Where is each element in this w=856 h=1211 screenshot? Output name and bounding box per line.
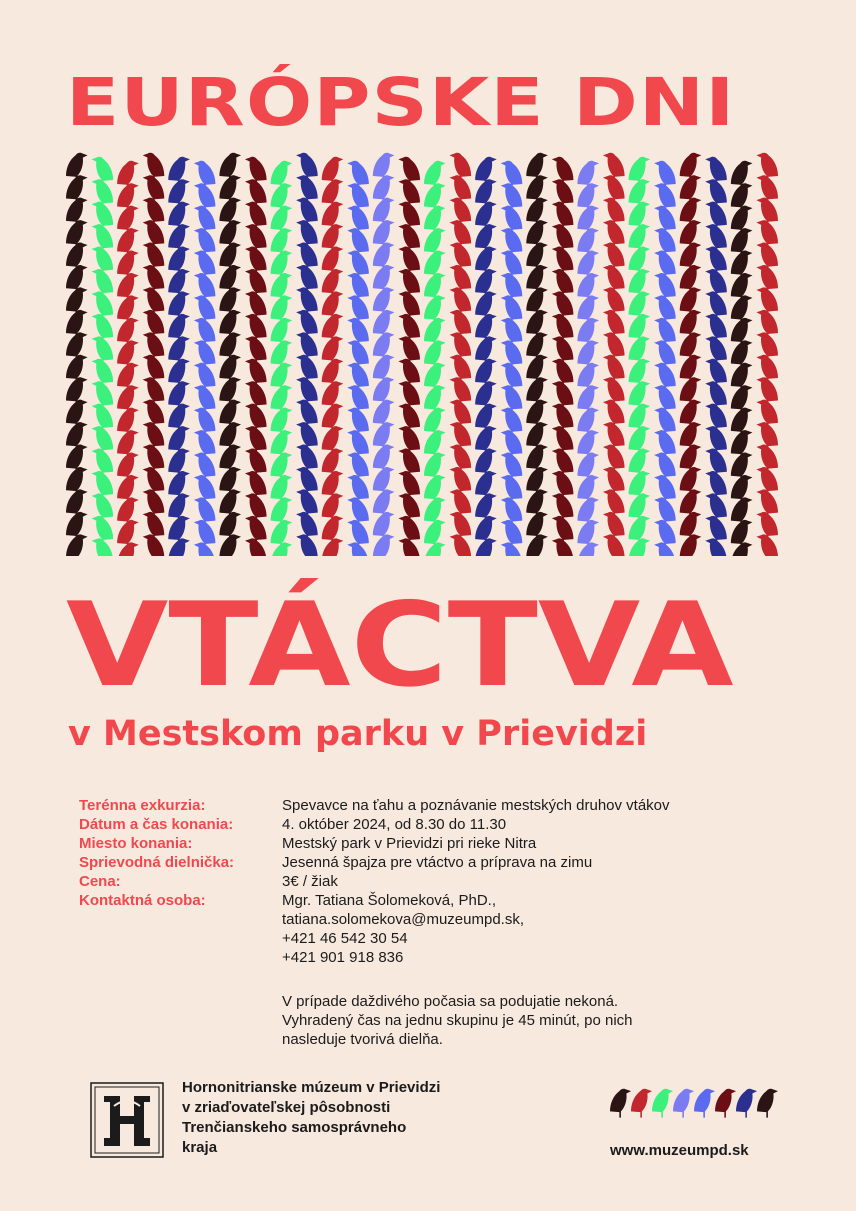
detail-label: Terénna exkurzia: bbox=[79, 797, 206, 814]
detail-row bbox=[79, 910, 779, 929]
note-line: Vyhradený čas na jednu skupinu je 45 minút, po nich bbox=[282, 1012, 633, 1029]
detail-value: 4. október 2024, od 8.30 do 11.30 bbox=[282, 816, 507, 833]
note-line: V prípade daždivého počasia sa podujatie nekoná. bbox=[282, 993, 619, 1010]
mini-bird-mark bbox=[715, 1089, 736, 1118]
detail-row bbox=[79, 853, 779, 872]
mini-bird-mark bbox=[631, 1089, 652, 1118]
bird-mark bbox=[219, 534, 241, 556]
detail-row bbox=[79, 834, 779, 853]
bird-mark bbox=[731, 542, 753, 556]
bird-mark bbox=[92, 538, 114, 556]
bird-mark bbox=[398, 538, 420, 556]
bird-mark bbox=[629, 538, 651, 556]
org-line: v zriaďovateľskej pôsobnosti bbox=[182, 1099, 391, 1116]
bird-mark bbox=[705, 538, 727, 556]
bird-mark bbox=[117, 542, 139, 556]
detail-value: 3€ / žiak bbox=[282, 873, 338, 890]
detail-label: Kontaktná osoba: bbox=[79, 892, 206, 909]
detail-value: Spevavce na ťahu a poznávanie mestských druhov vtákov bbox=[282, 797, 670, 814]
contact-phone: +421 46 542 30 54 bbox=[282, 930, 408, 947]
detail-row bbox=[79, 929, 779, 948]
contact-email[interactable]: tatiana.solomekova@muzeumpd.sk, bbox=[282, 911, 525, 928]
title-european-days: EURÓPSKE DNI bbox=[66, 64, 736, 141]
bird-mark bbox=[603, 534, 625, 556]
mini-bird-mark bbox=[757, 1089, 778, 1118]
museum-logo-icon bbox=[90, 1082, 164, 1158]
detail-value: Mestský park v Prievidzi pri rieke Nitra bbox=[282, 835, 537, 852]
bird-mark bbox=[424, 542, 446, 556]
detail-row bbox=[79, 872, 779, 891]
bird-mark bbox=[194, 542, 216, 556]
bird-mark bbox=[577, 542, 599, 556]
detail-label: Cena: bbox=[79, 873, 121, 890]
bird-mark bbox=[168, 538, 190, 556]
bird-mark bbox=[654, 542, 676, 556]
bird-mark bbox=[66, 534, 88, 556]
detail-value: Jesenná špajza pre vtáctvo a príprava na zimu bbox=[282, 854, 593, 871]
contact-mobile: +421 901 918 836 bbox=[282, 949, 404, 966]
bird-mark bbox=[552, 538, 574, 556]
bird-mark bbox=[373, 534, 395, 556]
title-birds: VTÁCTVA bbox=[66, 578, 734, 713]
detail-label bbox=[79, 910, 282, 929]
website-link[interactable]: www.muzeumpd.sk bbox=[610, 1142, 749, 1159]
weather-note bbox=[282, 992, 742, 1049]
org-line: kraja bbox=[182, 1139, 218, 1156]
mini-bird-mark bbox=[736, 1089, 757, 1118]
detail-row bbox=[79, 815, 779, 834]
detail-row bbox=[79, 948, 779, 967]
bird-mark bbox=[680, 534, 702, 556]
bird-mark bbox=[245, 538, 267, 556]
detail-label bbox=[79, 929, 282, 948]
note-line: nasleduje tvorivá dielňa. bbox=[282, 1031, 443, 1048]
organization-info bbox=[182, 1078, 502, 1158]
detail-row bbox=[79, 796, 779, 815]
bird-row-icon bbox=[608, 1088, 778, 1122]
subtitle-location: v Mestskom parku v Prievidzi bbox=[68, 714, 648, 754]
detail-label: Miesto konania: bbox=[79, 835, 193, 852]
bird-mark bbox=[501, 542, 523, 556]
bird-mark bbox=[756, 534, 778, 556]
detail-label: Sprievodná dielnička: bbox=[79, 854, 235, 871]
event-details bbox=[79, 796, 779, 967]
bird-mark bbox=[143, 534, 165, 556]
detail-label bbox=[79, 948, 282, 967]
bird-mark bbox=[450, 534, 472, 556]
mini-bird-mark bbox=[652, 1089, 673, 1118]
bird-mark bbox=[526, 534, 548, 556]
detail-label: Dátum a čas konania: bbox=[79, 816, 234, 833]
bird-mark bbox=[322, 538, 344, 556]
org-line: Trenčianskeho samosprávneho bbox=[182, 1119, 407, 1136]
bird-mark bbox=[271, 542, 293, 556]
detail-row bbox=[79, 891, 779, 910]
bird-mark bbox=[296, 534, 318, 556]
org-line: Hornonitrianske múzeum v Prievidzi bbox=[182, 1079, 441, 1096]
bird-mark bbox=[347, 542, 369, 556]
detail-value: Mgr. Tatiana Šolomeková, PhD., bbox=[282, 892, 496, 909]
mini-bird-mark bbox=[694, 1089, 715, 1118]
bird-mark bbox=[475, 538, 497, 556]
bird-pattern-illustration bbox=[64, 152, 780, 556]
mini-bird-mark bbox=[610, 1089, 631, 1118]
mini-bird-mark bbox=[673, 1089, 694, 1118]
